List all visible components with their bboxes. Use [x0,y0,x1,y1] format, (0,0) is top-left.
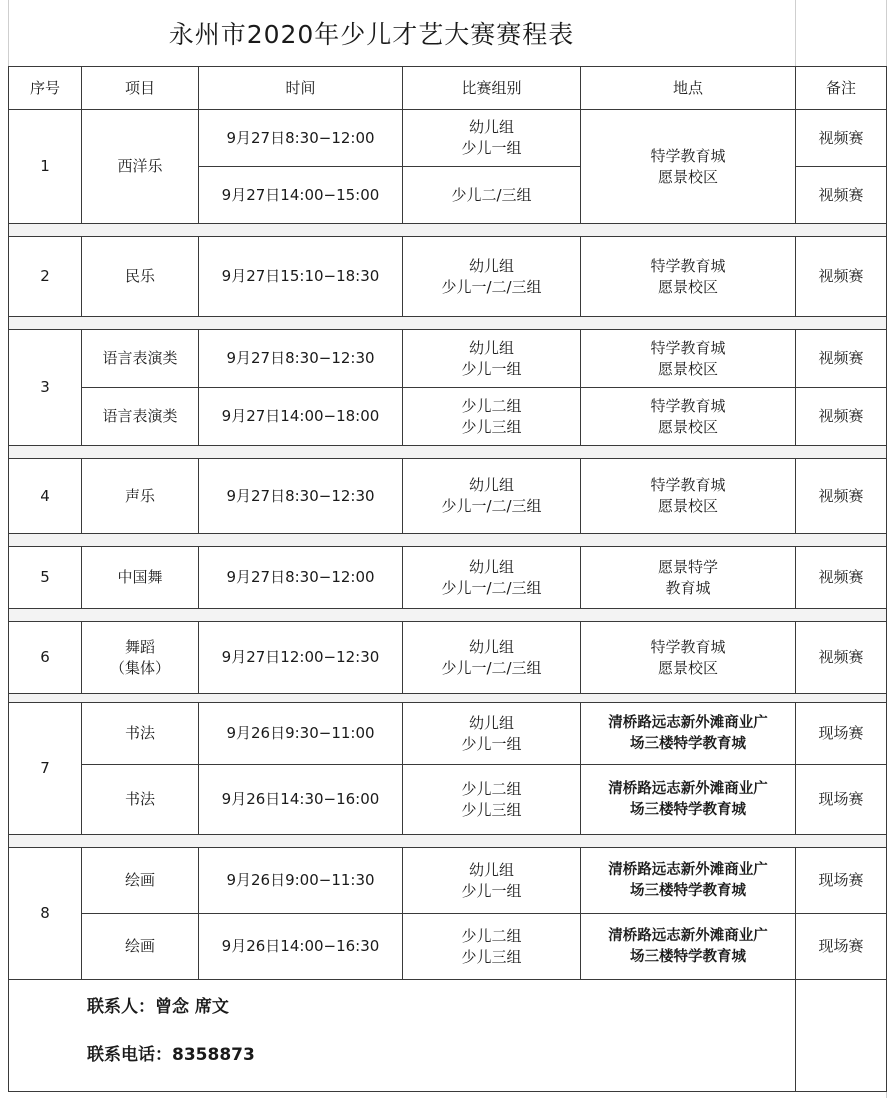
note-cell: 视频赛 [796,110,887,167]
row-number: 6 [9,622,82,694]
header-place: 地点 [581,67,796,110]
item-cell: 西洋乐 [82,110,199,224]
group-line: 少儿一/二/三组 [441,497,542,515]
group-cell [403,914,581,980]
group-cell [403,388,581,446]
row-number: 2 [9,237,82,317]
group-line: 少儿二组 [461,779,522,798]
note-cell: 现场赛 [796,703,887,765]
time-cell: 9月27日8:30−12:00 [199,110,403,167]
item-line: （集体） [109,658,170,677]
place-line: 特学教育城 [650,396,726,415]
phone-label: 联系电话： [87,1045,172,1065]
place-line: 愿景校区 [657,167,718,186]
time-cell: 9月26日9:30−11:00 [199,703,403,765]
contact-row [9,980,887,1092]
note-cell: 视频赛 [796,237,887,317]
note-cell: 视频赛 [796,622,887,694]
time-cell: 9月27日15:10−18:30 [199,237,403,317]
group-line: 少儿三组 [461,800,522,819]
table-row [9,330,887,388]
item-cell: 绘画 [82,914,199,980]
table-row [9,765,887,835]
place-line: 场三楼特学教育城 [630,882,746,899]
place-line: 清桥路远志新外滩商业广 [608,714,768,731]
group-line: 幼儿组 [468,338,514,357]
contact-label: 联系人： [87,997,155,1017]
group-cell [403,622,581,694]
table-row [9,237,887,317]
place-cell [581,703,796,765]
place-line: 特学教育城 [650,476,726,494]
place-cell [581,330,796,388]
table-row [9,459,887,534]
group-line: 幼儿组 [468,637,514,656]
group-cell: 少儿二/三组 [403,167,581,224]
place-line: 愿景校区 [657,277,718,296]
row-separator [9,446,887,459]
group-cell [403,110,581,167]
place-line: 特学教育城 [650,256,726,275]
group-line: 少儿一组 [461,881,522,900]
place-cell [581,459,796,534]
group-cell [403,330,581,388]
note-cell: 视频赛 [796,167,887,224]
header-no: 序号 [9,67,82,110]
place-cell [581,547,796,609]
group-cell [403,459,581,534]
table-row [9,110,887,167]
place-line: 场三楼特学教育城 [630,801,746,818]
table-header-row [9,67,887,110]
place-line: 场三楼特学教育城 [630,735,746,752]
place-line: 教育城 [665,578,711,597]
place-line: 特学教育城 [650,146,726,165]
contact-cell [9,980,796,1092]
note-cell: 视频赛 [796,547,887,609]
note-cell: 视频赛 [796,330,887,388]
item-cell: 书法 [82,765,199,835]
header-time: 时间 [199,67,403,110]
row-separator [9,224,887,237]
place-line: 愿景校区 [657,658,718,677]
contact-phone [87,1042,793,1068]
time-cell: 9月26日9:00−11:30 [199,848,403,914]
group-line: 少儿三组 [461,947,522,966]
group-line: 幼儿组 [468,713,514,732]
group-line: 幼儿组 [468,118,514,136]
header-group: 比赛组别 [403,67,581,110]
row-separator [9,694,887,703]
item-cell: 民乐 [82,237,199,317]
title-mid-border [795,0,796,66]
place-line: 愿景校区 [657,497,718,515]
time-cell: 9月27日8:30−12:30 [199,459,403,534]
item-cell: 绘画 [82,848,199,914]
group-line: 少儿二组 [461,926,522,945]
item-cell [82,622,199,694]
group-cell [403,765,581,835]
row-number: 8 [9,848,82,980]
item-cell: 语言表演类 [82,388,199,446]
group-line: 少儿一组 [461,734,522,753]
schedule-table [8,66,887,1092]
row-separator [9,534,887,547]
place-cell [581,848,796,914]
time-cell: 9月26日14:30−16:00 [199,765,403,835]
contact-note-cell [796,980,887,1092]
table-row [9,914,887,980]
group-cell [403,547,581,609]
group-cell [403,848,581,914]
row-number: 7 [9,703,82,835]
note-cell: 现场赛 [796,765,887,835]
place-cell [581,914,796,980]
group-line: 幼儿组 [468,476,514,494]
note-cell: 视频赛 [796,388,887,446]
place-line: 清桥路远志新外滩商业广 [608,780,768,797]
row-number: 4 [9,459,82,534]
table-row [9,622,887,694]
place-line: 特学教育城 [650,338,726,357]
row-separator [9,317,887,330]
contact-names: 曾念 席文 [155,997,229,1017]
time-cell: 9月26日14:00−16:30 [199,914,403,980]
group-line: 少儿一/二/三组 [441,578,542,597]
note-cell: 现场赛 [796,848,887,914]
group-line: 少儿一组 [461,139,522,157]
row-separator [9,609,887,622]
place-line: 愿景校区 [657,359,718,378]
header-item: 项目 [82,67,199,110]
page-title: 永州市2020年少儿才艺大赛赛程表 [168,20,575,49]
row-number: 3 [9,330,82,446]
time-cell: 9月27日8:30−12:30 [199,330,403,388]
phone-number: 8358873 [172,1045,255,1065]
group-line: 幼儿组 [468,256,514,275]
item-cell: 语言表演类 [82,330,199,388]
group-line: 幼儿组 [468,557,514,576]
row-number: 5 [9,547,82,609]
place-cell [581,622,796,694]
group-line: 少儿三组 [461,417,522,436]
place-line: 愿景特学 [657,557,718,576]
place-cell [581,388,796,446]
place-cell [581,110,796,224]
table-row [9,547,887,609]
group-line: 幼儿组 [468,860,514,879]
group-cell [403,237,581,317]
group-line: 少儿一/二/三组 [441,658,542,677]
note-cell: 现场赛 [796,914,887,980]
item-cell: 中国舞 [82,547,199,609]
time-cell: 9月27日12:00−12:30 [199,622,403,694]
place-cell [581,765,796,835]
row-separator [9,835,887,848]
time-cell: 9月27日14:00−18:00 [199,388,403,446]
place-line: 特学教育城 [650,637,726,656]
time-cell: 9月27日14:00−15:00 [199,167,403,224]
header-note: 备注 [796,67,887,110]
table-row [9,703,887,765]
row-number: 1 [9,110,82,224]
group-cell [403,703,581,765]
item-line: 舞蹈 [124,637,155,656]
note-cell: 视频赛 [796,459,887,534]
time-cell: 9月27日8:30−12:00 [199,547,403,609]
place-line: 清桥路远志新外滩商业广 [608,927,768,944]
table-row [9,848,887,914]
place-cell [581,237,796,317]
group-line: 少儿二组 [461,396,522,415]
item-cell: 声乐 [82,459,199,534]
place-line: 场三楼特学教育城 [630,948,746,965]
item-cell: 书法 [82,703,199,765]
group-line: 少儿一/二/三组 [441,277,542,296]
place-line: 愿景校区 [657,417,718,436]
contact-person [87,994,793,1020]
table-row [9,388,887,446]
place-line: 清桥路远志新外滩商业广 [608,861,768,878]
group-line: 少儿一组 [461,359,522,378]
